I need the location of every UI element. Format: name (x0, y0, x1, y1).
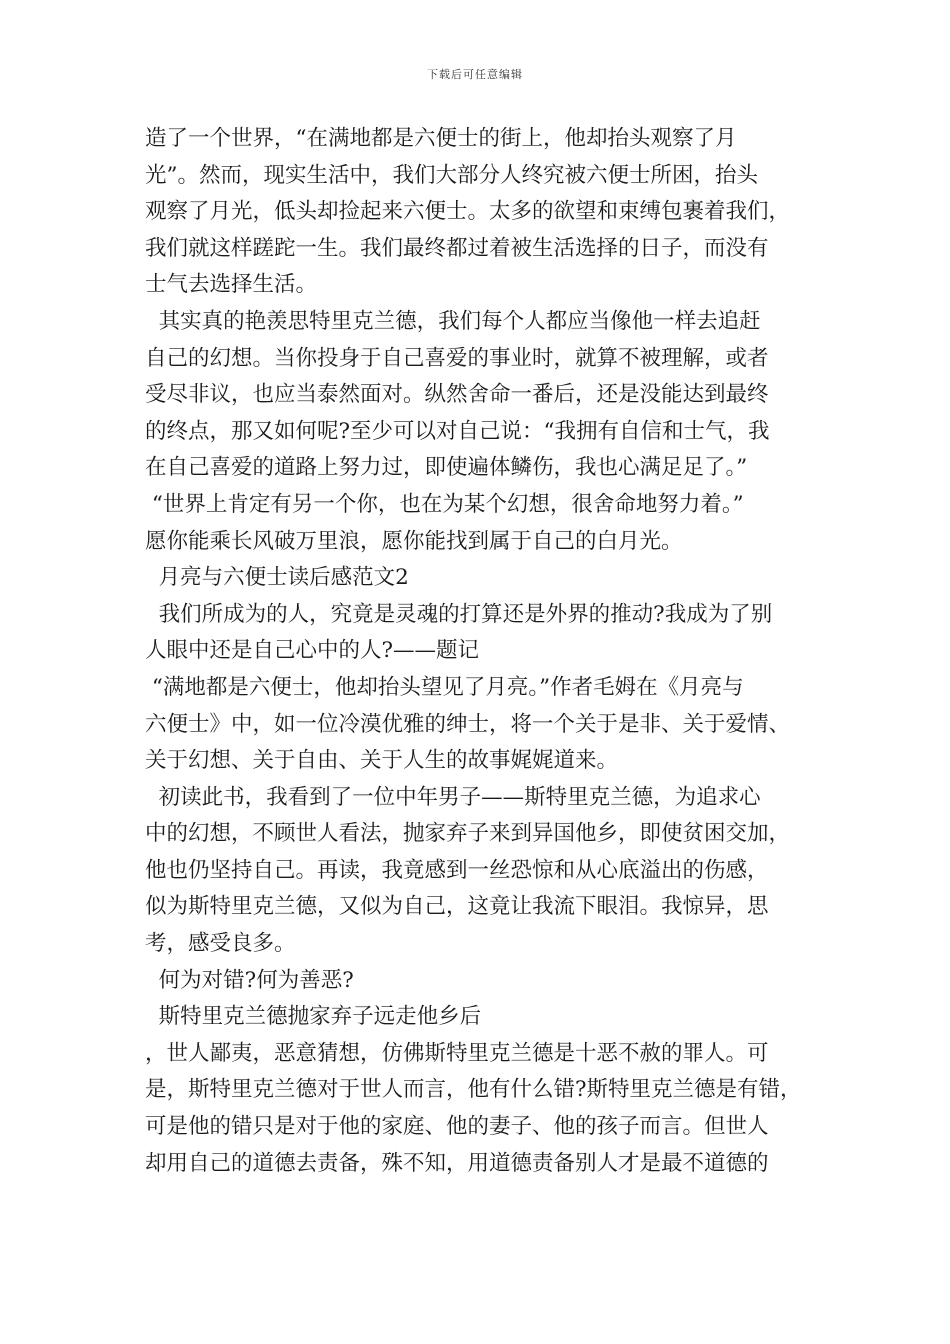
text-line: 愿你能乘长风破万里浪，愿你能找到属于自己的白月光。 (145, 528, 683, 554)
text-line: 可是他的错只是对于他的家庭、他的妻子、他的孩子而言。但世人 (145, 1114, 769, 1140)
text-line: 光”。然而，现实生活中，我们大部分人终究被六便士所困，抬头 (145, 162, 758, 188)
text-line: 我们就这样蹉跎一生。我们最终都过着被生活选择的日子，而没有 (145, 235, 769, 261)
text-line: 六便士》中，如一位冷漠优雅的绅士，将一个关于是非、关于爱情、 (145, 711, 791, 737)
text-line: 士气去选择生活。 (145, 272, 318, 298)
text-line: 关于幻想、关于自由、关于人生的故事娓娓道来。 (145, 748, 619, 774)
text-line: “世界上肯定有另一个你，也在为某个幻想，很舍命地努力着。” (145, 491, 744, 517)
section-heading: 月亮与六便士读后感范文2 (145, 565, 409, 591)
document-body (145, 121, 825, 1182)
text-line: 却用自己的道德去责备，殊不知，用道德责备别人才是最不道德的 (145, 1150, 769, 1176)
page-header: 下载后可任意编辑 (427, 68, 523, 81)
text-line: 我们所成为的人，究竟是灵魂的打算还是外界的推动?我成为了别 (145, 601, 773, 627)
text-line: 何为对错?何为善恶? (145, 967, 354, 993)
text-line: 受尽非议，也应当泰然面对。纵然舍命一番后，还是没能达到最终 (145, 382, 769, 408)
text-line: 的终点，那又如何呢?至少可以对自己说：“我拥有自信和士气，我 (145, 418, 770, 444)
text-line: 似为斯特里克兰德，又似为自己，这竟让我流下眼泪。我惊异，思 (145, 894, 769, 920)
text-line: 在自己喜爱的道路上努力过，即使遍体鳞伤，我也心满足足了。” (145, 455, 748, 481)
text-line: 是，斯特里克兰德对于世人而言，他有什么错?斯特里克兰德是有错， (145, 1077, 802, 1103)
text-line: “满地都是六便士，他却抬头望见了月亮。”作者毛姆在《月亮与 (145, 674, 744, 700)
text-line: 他也仍坚持自己。再读，我竟感到一丝恐惊和从心底溢出的伤感， (145, 857, 769, 883)
text-line: 造了一个世界，“在满地都是六便士的街上，他却抬头观察了月 (145, 126, 737, 151)
text-line: 人眼中还是自己心中的人?——题记 (145, 638, 480, 664)
text-line: 自己的幻想。当你投身于自己喜爱的事业时，就算不被理解，或者 (145, 345, 769, 371)
text-line: 其实真的艳羡思特里克兰德，我们每个人都应当像他一样去追赶 (145, 308, 761, 334)
text-line: 斯特里克兰德抛家弃子远走他乡后 (145, 1004, 482, 1030)
text-line: 初读此书，我看到了一位中年男子——斯特里克兰德，为追求心 (145, 784, 761, 810)
text-line: 中的幻想，不顾世人看法，抛家弃子来到异国他乡，即使贫困交加， (145, 821, 791, 847)
text-line: 观察了月光，低头却捡起来六便士。太多的欲望和束缚包裹着我们， (145, 199, 791, 225)
text-line: ，世人鄙夷，恶意猜想，仿佛斯特里克兰德是十恶不赦的罪人。可 (145, 1040, 769, 1066)
text-line: 考，感受良多。 (145, 931, 296, 957)
